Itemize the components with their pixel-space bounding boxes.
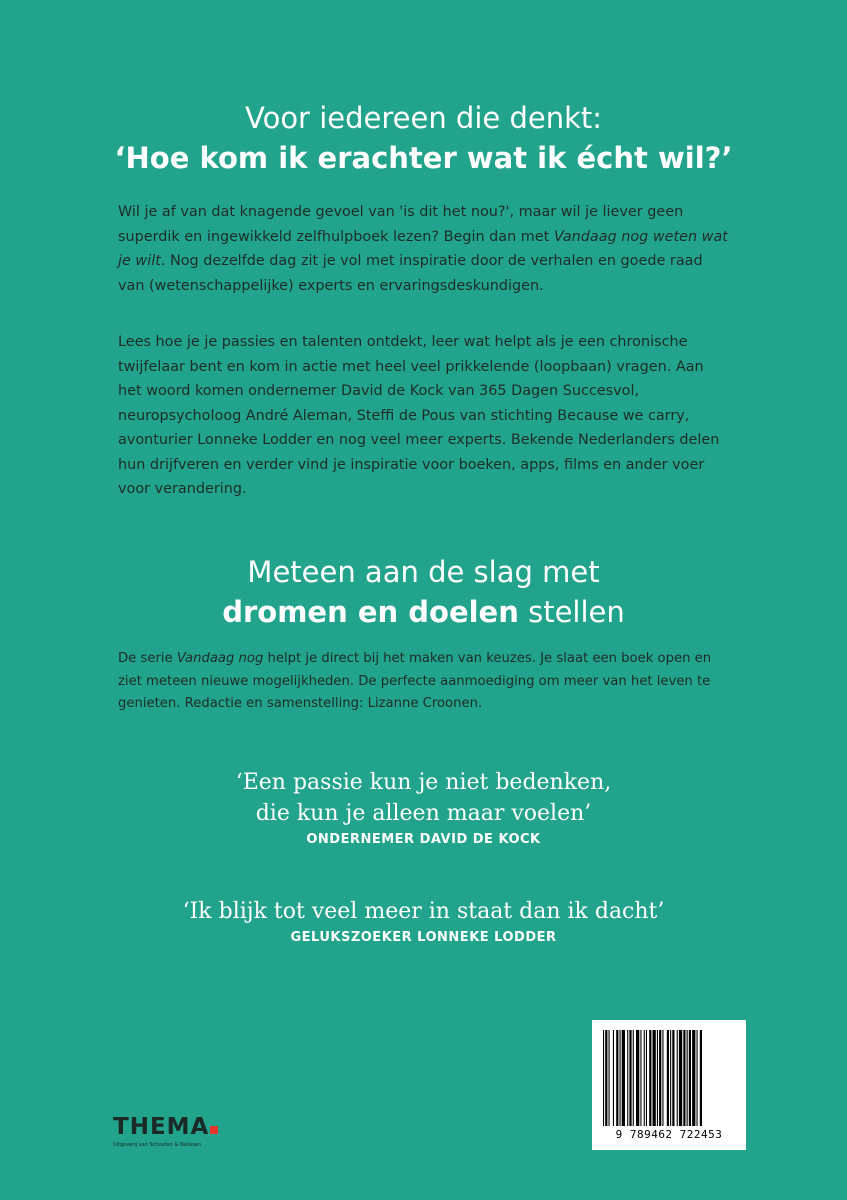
barcode-bar: [627, 1030, 628, 1126]
barcode-bar: [633, 1030, 634, 1126]
barcode-bar: [659, 1030, 661, 1126]
sub-heading-line2: [0, 592, 847, 632]
barcode-bar: [603, 1030, 604, 1126]
intro-paragraph: [118, 200, 730, 298]
main-heading: [0, 98, 847, 178]
logo-dot-icon: [210, 1126, 218, 1134]
series-title: Vandaag nog: [176, 651, 264, 666]
quote-text-line1: ‘Ik blijk tot veel meer in staat dan ik dacht’: [182, 899, 665, 924]
barcode-bar: [697, 1030, 698, 1126]
barcode-bar: [646, 1030, 647, 1126]
barcode-bar: [622, 1030, 625, 1126]
sub-heading-line1: Meteen aan de slag met: [247, 555, 600, 589]
barcode-bar: [640, 1030, 641, 1126]
barcode-bar: [653, 1030, 656, 1126]
barcode-bar: [644, 1030, 645, 1126]
barcode-bar: [620, 1030, 621, 1126]
intro-text-part2: . Nog dezelfde dag zit je vol met inspiratie door de verhalen en goede raad van (wetenschappelijke) experts en ervaringsdeskundigen.: [118, 253, 703, 294]
barcode-bar: [692, 1030, 695, 1126]
barcode-bar: [683, 1030, 685, 1126]
series-text-part2: helpt je direct bij het maken van keuzes. Je slaat een boek open en ziet meteen nieuwe mogelijkheden. De perfecte aanmoediging om meer van het leven te genieten. Redactie en samenstelling: Lizanne Croonen.: [118, 651, 712, 711]
barcode-bar: [657, 1030, 658, 1126]
quote-lonneke-lodder: [0, 896, 847, 945]
main-heading-line2: ‘Hoe kom ik erachter wat ik écht wil?’: [114, 141, 733, 175]
isbn-number: 9 789462 722453: [615, 1128, 723, 1141]
barcode-bar: [689, 1030, 691, 1126]
barcode-icon: [603, 1030, 735, 1126]
sub-heading: [0, 552, 847, 632]
quote-attribution: ONDERNEMER DAVID DE KOCK: [306, 832, 541, 847]
barcode-bar: [670, 1030, 671, 1126]
quote-text-line2: die kun je alleen maar voelen’: [255, 801, 592, 826]
series-text-part1: De serie: [118, 651, 177, 666]
publisher-logo: [113, 1114, 218, 1148]
barcode-bar: [679, 1030, 682, 1126]
barcode-bar: [636, 1030, 639, 1126]
quote-david-de-kock: [0, 767, 847, 847]
series-paragraph: [118, 648, 730, 716]
barcode-bar: [629, 1030, 631, 1126]
barcode-bar: [687, 1030, 688, 1126]
sub-heading-rest: stellen: [518, 595, 625, 629]
publisher-tagline: Uitgeverij van Schouten & Nelissen: [113, 1142, 202, 1148]
barcode-bar: [616, 1030, 618, 1126]
quote-text-line1: ‘Een passie kun je niet bedenken,: [235, 770, 612, 795]
description-paragraph: Lees hoe je je passies en talenten ontdekt, leer wat helpt als je een chronische twijfelaar bent en kom in actie met heel veel prikkelende (loopbaan) vragen. Aan het woord komen ondernemer David de Kock van 365 Dagen Succesvol, neuropsycholoog André Aleman, Steffi de Pous van stichting Because we carry, avonturier Lonneke Lodder en nog veel meer experts. Bekende Nederlanders delen hun drijfveren en verder vind je inspiratie voor boeken, apps, films en ander voer voor verandering.: [118, 334, 720, 497]
barcode-bar: [672, 1030, 674, 1126]
barcode-bar: [667, 1030, 669, 1126]
intro-book-title: Vandaag nog weten wat je wilt: [118, 228, 728, 269]
barcode: [592, 1020, 746, 1150]
barcode-bar: [609, 1030, 610, 1126]
publisher-name: [113, 1114, 218, 1140]
barcode-bar: [662, 1030, 663, 1126]
barcode-bar: [613, 1030, 614, 1126]
barcode-bar: [700, 1030, 702, 1126]
intro-text-part1: Wil je af van dat knagende gevoel van 'is dit het nou?', maar wil je liever geen superdik en ingewikkeld zelfhulpboek lezen? Begin dan met: [118, 204, 684, 245]
barcode-bar: [649, 1030, 651, 1126]
quote-attribution: GELUKSZOEKER LONNEKE LODDER: [290, 930, 557, 945]
barcode-bar: [677, 1030, 678, 1126]
sub-heading-bold: dromen en doelen: [222, 595, 519, 629]
barcode-bar: [605, 1030, 607, 1126]
publisher-name-text: THEMA: [113, 1114, 210, 1140]
main-heading-line1: Voor iedereen die denkt:: [244, 101, 603, 135]
